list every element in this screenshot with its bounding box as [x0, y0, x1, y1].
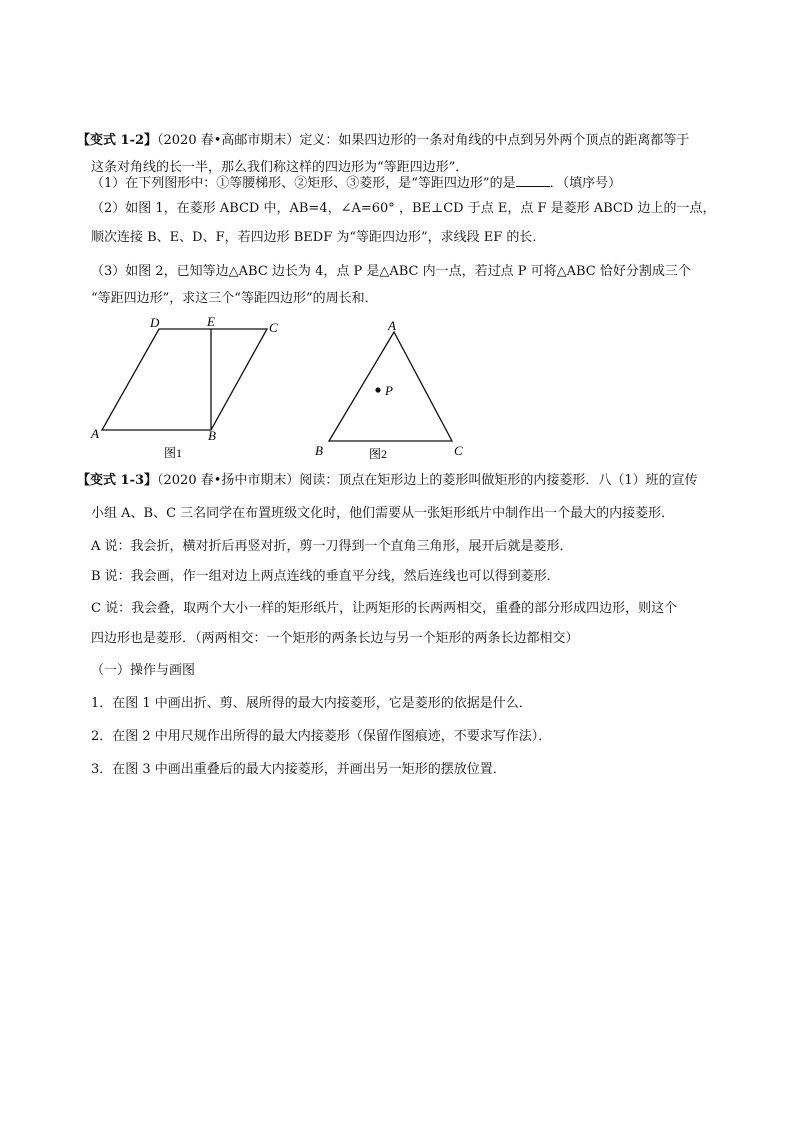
question-1-text: （1）在下列图形中：①等腰梯形、②矩形、③菱形，是“等距四边形”的是 — [91, 176, 516, 191]
task-2: 2．在图 2 中用尺规作出所得的最大内接菱形（保留作图痕迹，不要求写作法）． — [91, 729, 552, 744]
label-c: C — [269, 320, 278, 335]
problem-1-3-line-2: 小组 A、B、C 三名同学在布置班级文化时，他们需要从一张矩形纸片中制作出一个最大的内接菱形． — [91, 506, 675, 521]
label-a: A — [91, 426, 99, 441]
section-heading: （一）操作与画图 — [91, 663, 196, 678]
problem-1-3-tag: 【变式 1-3】 — [77, 473, 158, 488]
figure-1-caption: 图1 — [164, 446, 183, 460]
point-p — [375, 387, 380, 392]
question-2-line-2: 顺次连接 B、E、D、F，若四边形 BEDF 为“等距四边形”，求线段 EF 的长． — [91, 230, 546, 245]
problem-1-2-line-1 — [77, 131, 689, 151]
problem-1-3-line-1 — [77, 471, 698, 491]
statement-a: A 说：我会折，横对折后再竖对折，剪一刀得到一个直角三角形，展开后就是菱形． — [91, 539, 573, 554]
question-3-line-1: （3）如图 2，已知等边△ABC 边长为 4，点 P 是△ABC 内一点，若过点 P 可将△ABC 恰好分割成三个 — [91, 264, 691, 279]
figure-1-rhombus — [80, 312, 290, 462]
label-b: B — [208, 428, 216, 443]
rhombus-abcd — [102, 329, 267, 430]
label-c: C — [454, 443, 463, 458]
question-2-line-1: （2）如图 1，在菱形 ABCD 中，AB=4，∠A=60° ，BE⊥CD 于点 E，点 F 是菱形 ABCD 边上的一点， — [91, 201, 716, 216]
question-3-line-2: “等距四边形”，求这三个“等距四边形”的周长和． — [91, 291, 378, 306]
label-b: B — [315, 443, 323, 458]
label-e: E — [207, 314, 215, 329]
question-1-suffix: ．（填序号） — [549, 176, 622, 191]
problem-1-2-line-2: 这条对角线的长一半，那么我们称这样的四边形为“等距四边形”． — [91, 160, 469, 175]
figure-2-triangle — [305, 315, 470, 465]
problem-1-2-tag: 【变式 1-2】 — [77, 133, 158, 148]
label-p: P — [385, 383, 393, 398]
statement-c-line-2: 四边形也是菱形．（两两相交：一个矩形的两条长边与另一个矩形的两条长边都相交） — [91, 631, 579, 646]
task-3: 3．在图 3 中画出重叠后的最大内接菱形，并画出另一矩形的摆放位置． — [91, 762, 506, 777]
problem-1-3-text-1: （2020 春•扬中市期末）阅读：顶点在矩形边上的菱形叫做矩形的内接菱形．八（1）班的宣传 — [157, 473, 698, 488]
task-1: 1．在图 1 中画出折、剪、展所得的最大内接菱形，它是菱形的依据是什么． — [91, 696, 532, 711]
label-d: D — [150, 315, 160, 330]
label-a: A — [388, 318, 396, 333]
question-1 — [91, 174, 621, 194]
figure-2-caption: 图2 — [369, 447, 388, 461]
answer-blank[interactable] — [516, 174, 550, 187]
statement-b: B 说：我会画，作一组对边上两点连线的垂直平分线，然后连线也可以得到菱形． — [91, 569, 560, 584]
statement-c-line-1: C 说：我会叠，取两个大小一样的矩形纸片，让两矩形的长两两相交，重叠的部分形成四边形，则这个 — [91, 601, 678, 616]
problem-1-2-text-1: （2020 春•高邮市期末）定义：如果四边形的一条对角线的中点到另外两个顶点的距离都等于 — [157, 133, 690, 148]
